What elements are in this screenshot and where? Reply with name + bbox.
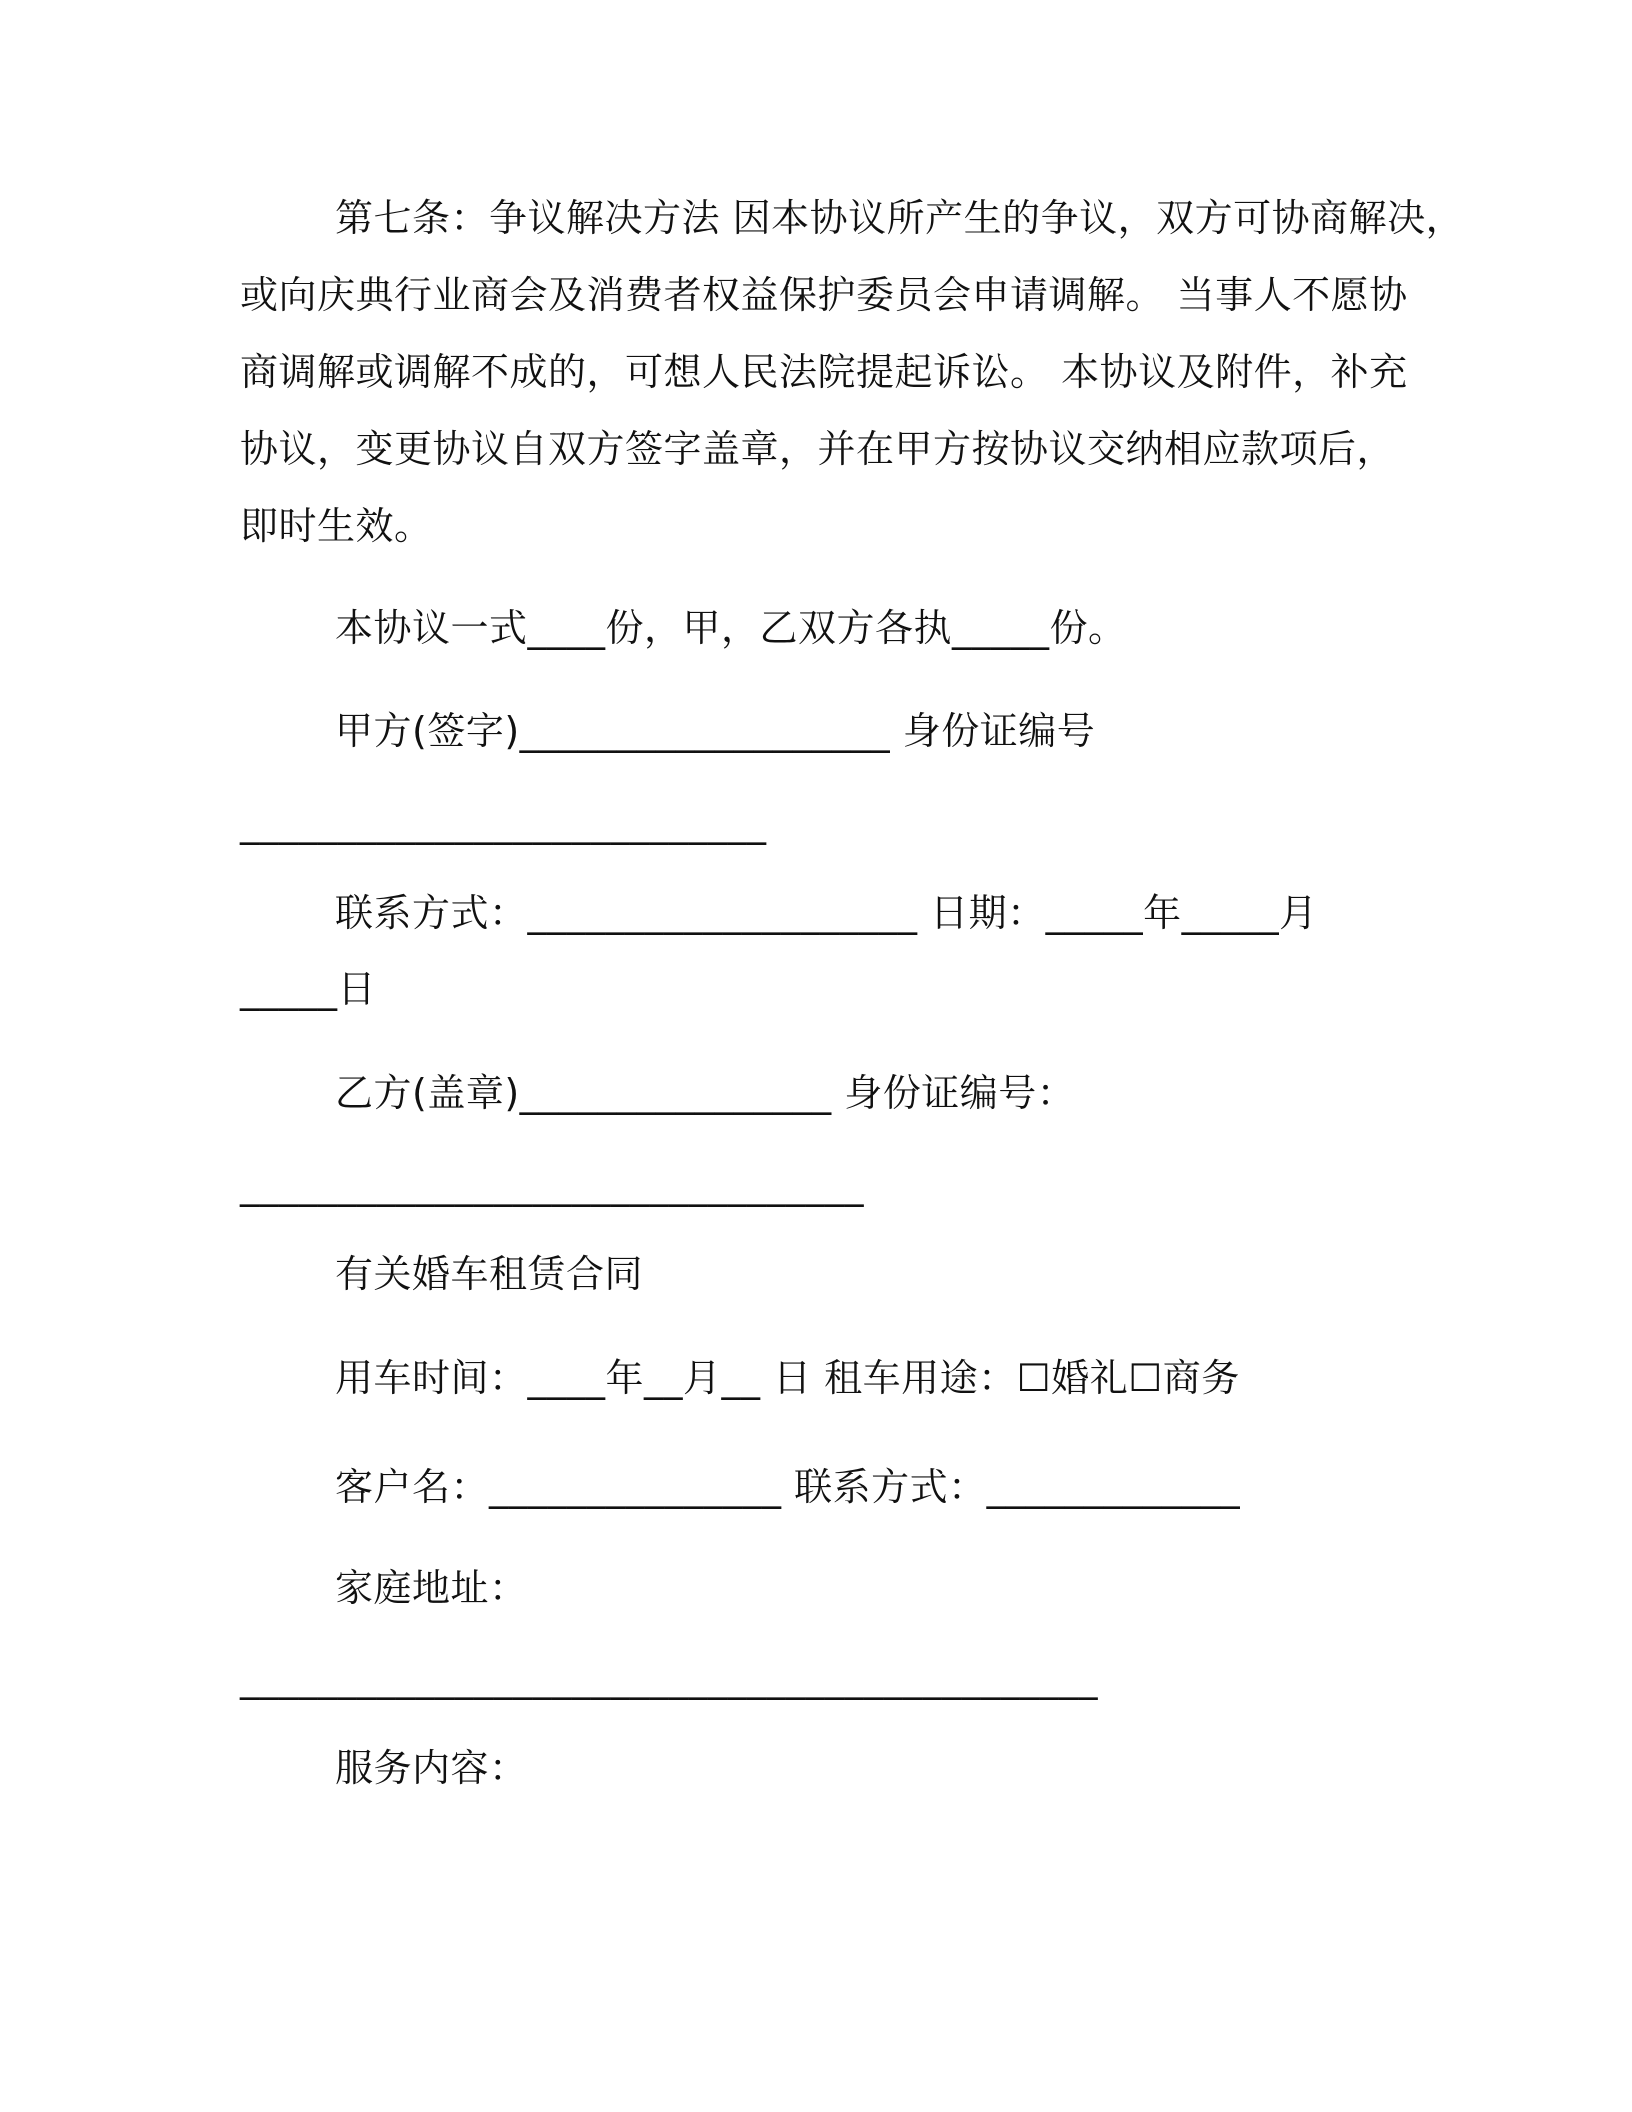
copies-line: 本协议一式____份，甲，乙双方各执_____份。	[335, 606, 1127, 650]
contract-title: 有关婚车租赁合同	[335, 1252, 644, 1296]
party-a-date-day: _____日	[240, 967, 377, 1011]
article7-line-5: 即时生效。	[240, 504, 433, 548]
article7-line-4: 协议，变更协议自双方签字盖章，并在甲方按协议交纳相应款项后，	[240, 427, 1396, 471]
use-time-line: 用车时间：____年__月__ 日 租车用途：☐婚礼☐商务	[335, 1356, 1240, 1400]
party-a-contact-line: 联系方式：____________________ 日期：_____年_____月	[335, 891, 1318, 935]
party-b-id-blank: ________________________________	[240, 1163, 864, 1207]
customer-line: 客户名：_______________ 联系方式：_____________	[335, 1465, 1241, 1509]
article7-line-1: 第七条：争议解决方法 因本协议所产生的争议，双方可协商解决，	[335, 196, 1465, 240]
article7-line-3: 商调解或调解不成的，可想人民法院提起诉讼。 本协议及附件，补充	[240, 350, 1408, 394]
party-a-sign-line: 甲方(签字)___________________ 身份证编号	[335, 709, 1096, 753]
article7-line-2: 或向庆典行业商会及消费者权益保护委员会申请调解。 当事人不愿协	[240, 273, 1408, 317]
address-blank: ____________________________________________	[240, 1656, 1098, 1700]
service-label: 服务内容：	[335, 1746, 528, 1790]
address-label: 家庭地址：	[335, 1566, 528, 1610]
party-a-id-blank: ___________________________	[240, 801, 767, 845]
party-b-seal-line: 乙方(盖章)________________ 身份证编号：	[335, 1071, 1076, 1115]
